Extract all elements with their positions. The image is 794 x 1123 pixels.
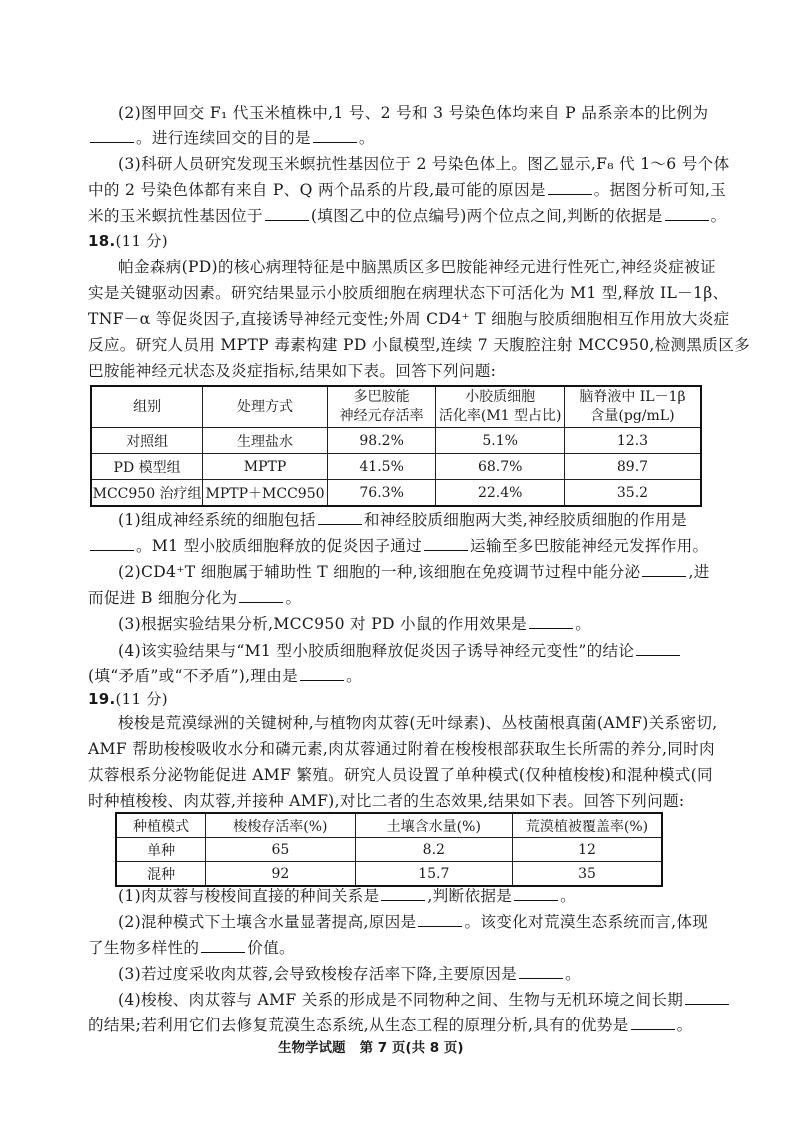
answer-blank[interactable] bbox=[300, 666, 344, 681]
q18-intro-line: TNF－α 等促炎因子,直接诱导神经元变性;外周 CD4⁺ T 细胞与胶质细胞相互作用放大炎症 bbox=[88, 310, 730, 328]
table-cell: 92 bbox=[206, 862, 355, 887]
table-header-row bbox=[116, 813, 662, 838]
table-header-cell: 组别 bbox=[91, 386, 203, 428]
text: (4)该实验结果与“M1 型小胶质细胞释放促炎因子诱导神经元变性”的结论 bbox=[118, 642, 635, 660]
text: (1)组成神经系统的细胞包括 bbox=[118, 511, 316, 529]
table-cell: 35.2 bbox=[564, 480, 701, 507]
text: 中的 2 号染色体都有来自 P、Q 两个品系的片段,最可能的原因是 bbox=[88, 181, 546, 199]
text: 。 bbox=[346, 667, 362, 685]
page-footer bbox=[278, 1036, 464, 1056]
text: 。 bbox=[710, 207, 727, 225]
answer-blank[interactable] bbox=[519, 964, 563, 979]
q19-sub2-line1 bbox=[118, 912, 709, 932]
answer-blank[interactable] bbox=[685, 990, 729, 1005]
q19-sub2-line2 bbox=[88, 938, 694, 958]
table-row bbox=[91, 428, 701, 454]
text: 。据图分析可知,玉 bbox=[593, 181, 727, 199]
text: (3)根据实验结果分析,MCC950 对 PD 小鼠的作用效果是 bbox=[118, 615, 528, 633]
answer-blank[interactable] bbox=[239, 588, 283, 603]
answer-blank[interactable] bbox=[424, 536, 468, 551]
table-cell: 生理盐水 bbox=[203, 428, 328, 454]
table-header-cell: 处理方式 bbox=[203, 386, 328, 428]
q19-sub3 bbox=[118, 964, 694, 984]
text: 。该变化对荒漠生态系统而言,体现 bbox=[464, 913, 709, 931]
q19-intro-line: 苁蓉根系分泌物能促进 AMF 繁殖。研究人员设置了单种模式(仅种植梭梭)和混种模式(同 bbox=[88, 766, 713, 784]
table-cell: 22.4% bbox=[436, 480, 565, 507]
table-row bbox=[91, 454, 701, 480]
table-cell: MPTP＋MCC950 bbox=[203, 480, 328, 507]
q17-part2-line1 bbox=[118, 103, 709, 123]
table-cell: 89.7 bbox=[564, 454, 701, 480]
answer-blank[interactable] bbox=[642, 562, 686, 577]
table-header-row bbox=[91, 386, 701, 428]
q17-part3-line2 bbox=[88, 180, 727, 200]
table-header-cell: 多巴胺能 神经元存活率 bbox=[327, 386, 436, 428]
answer-blank[interactable] bbox=[313, 128, 357, 143]
q19-intro-line: AMF 帮助梭梭吸收水分和磷元素,肉苁蓉通过附着在梭梭根部获取生长所需的养分,同时肉 bbox=[88, 740, 715, 758]
q18-sub4-line2 bbox=[88, 666, 694, 686]
q19-results-table bbox=[115, 812, 663, 887]
text: (1)肉苁蓉与梭梭间直接的种间关系是 bbox=[118, 887, 380, 905]
text: 运输至多巴胺能神经元发挥作用。 bbox=[470, 537, 709, 555]
table-cell: 12.3 bbox=[564, 428, 701, 454]
q18-sub1-line1 bbox=[118, 510, 694, 530]
table-header-cell: 种植模式 bbox=[116, 813, 206, 838]
table-header-cell: 荒漠植被覆盖率(%) bbox=[513, 813, 662, 838]
table-cell: 76.3% bbox=[327, 480, 436, 507]
text: 了生物多样性的 bbox=[88, 939, 200, 957]
answer-blank[interactable] bbox=[381, 886, 425, 901]
table-row bbox=[116, 838, 662, 862]
text: 的结果;若利用它们去修复荒漠生态系统,从生态工程的原理分析,具有的优势是 bbox=[88, 1016, 629, 1034]
q18-intro-line: 帕金森病(PD)的核心病理特征是中脑黑质区多巴胺能神经元进行性死亡,神经炎症被证 bbox=[118, 258, 716, 276]
footer-subject: 生物学试题 bbox=[278, 1040, 346, 1056]
text: 。 bbox=[676, 1016, 693, 1034]
text: 。 bbox=[285, 589, 302, 607]
q18-sub2-line2 bbox=[88, 588, 694, 608]
answer-blank[interactable] bbox=[265, 206, 309, 221]
answer-blank[interactable] bbox=[201, 938, 245, 953]
answer-blank[interactable] bbox=[529, 614, 573, 629]
answer-blank[interactable] bbox=[514, 886, 558, 901]
table-header-cell: 脑脊液中 IL－1β 含量(pg/mL) bbox=[564, 386, 701, 428]
table-cell: 41.5% bbox=[327, 454, 436, 480]
table-cell: 8.2 bbox=[355, 838, 512, 862]
q19-intro-line: 时种植梭梭、肉苁蓉,并接种 AMF),对比二者的生态效果,结果如下表。回答下列问题: bbox=[88, 792, 685, 810]
answer-blank[interactable] bbox=[665, 206, 709, 221]
table-cell: 35 bbox=[513, 862, 662, 887]
table-header-cell: 梭梭存活率(%) bbox=[206, 813, 355, 838]
text: 。 bbox=[358, 129, 375, 147]
text: 。 bbox=[560, 887, 577, 905]
text: 米的玉米螟抗性基因位于 bbox=[88, 207, 263, 225]
q18-heading bbox=[88, 231, 694, 251]
table-row bbox=[116, 862, 662, 887]
table-cell: MPTP bbox=[203, 454, 328, 480]
text: (2)CD4⁺T 细胞属于辅助性 T 细胞的一种,该细胞在免疫调节过程中能分泌 bbox=[118, 563, 641, 581]
text: 。 bbox=[565, 965, 581, 983]
answer-blank[interactable] bbox=[418, 912, 462, 927]
table-cell: 对照组 bbox=[91, 428, 203, 454]
table-cell: 65 bbox=[206, 838, 355, 862]
table-cell: 12 bbox=[513, 838, 662, 862]
text: (3)若过度采收肉苁蓉,会导致梭梭存活率下降,主要原因是 bbox=[118, 965, 518, 983]
answer-blank[interactable] bbox=[631, 1015, 675, 1030]
text: ,判断依据是 bbox=[427, 887, 513, 905]
q18-sub4-line1 bbox=[118, 641, 694, 661]
question-number: 18. bbox=[88, 232, 116, 250]
table-cell: 68.7% bbox=[436, 454, 565, 480]
question-points: (11 分) bbox=[115, 690, 168, 708]
q18-intro-line: 巴胺能神经元状态及炎症指标,结果如下表。回答下列问题: bbox=[88, 362, 497, 380]
q19-intro-line: 梭梭是荒漠绿洲的关键树种,与植物肉苁蓉(无叶绿素)、丛枝菌根真菌(AMF)关系密切, bbox=[118, 714, 718, 732]
table-cell: 5.1% bbox=[436, 428, 565, 454]
table-cell: 单种 bbox=[116, 838, 206, 862]
text: (4)梭梭、肉苁蓉与 AMF 关系的形成是不同物种之间、生物与无机环境之间长期 bbox=[118, 991, 684, 1009]
q17-part3-line3 bbox=[88, 206, 727, 226]
q18-sub2-line1 bbox=[118, 562, 710, 582]
q17-part3-line1 bbox=[118, 154, 730, 174]
table-cell: MCC950 治疗组 bbox=[91, 480, 203, 507]
q17-part2-line2 bbox=[88, 128, 694, 148]
question-points: (11 分) bbox=[115, 232, 168, 250]
text: 价值。 bbox=[247, 939, 295, 957]
q19-heading bbox=[88, 689, 694, 709]
q19-sub4-line2 bbox=[88, 1015, 694, 1035]
table-cell: 98.2% bbox=[327, 428, 436, 454]
table-header-cell: 土壤含水量(%) bbox=[355, 813, 512, 838]
question-number: 19. bbox=[88, 690, 116, 708]
footer-page-number: 第 7 页(共 8 页) bbox=[359, 1040, 464, 1056]
q18-sub3 bbox=[118, 614, 694, 634]
answer-blank[interactable] bbox=[90, 536, 134, 551]
q19-sub1 bbox=[118, 886, 694, 906]
q18-sub1-line2 bbox=[88, 536, 709, 556]
q19-sub4-line1 bbox=[118, 990, 694, 1010]
text: (2)图甲回交 F₁ 代玉米植株中,1 号、2 号和 3 号染色体均来自 P 品系亲本的比例为 bbox=[118, 104, 709, 122]
text: 而促进 B 细胞分化为 bbox=[88, 589, 238, 607]
text: (2)混种模式下土壤含水量显著提高,原因是 bbox=[118, 913, 417, 931]
table-cell: 混种 bbox=[116, 862, 206, 887]
table-header-cell: 小胶质细胞 活化率(M1 型占比) bbox=[436, 386, 565, 428]
text: ,进 bbox=[688, 563, 710, 581]
text: 和神经胶质细胞两大类,神经胶质细胞的作用是 bbox=[363, 511, 687, 529]
text: (填图乙中的位点编号)两个位点之间,判断的依据是 bbox=[310, 207, 663, 225]
text: 。进行连续回交的目的是 bbox=[136, 129, 311, 147]
q18-intro-line: 反应。研究人员用 MPTP 毒素构建 PD 小鼠模型,连续 7 天腹腔注射 MCC950,检测黑质区多 bbox=[88, 336, 750, 354]
text: 。 bbox=[575, 615, 592, 633]
table-cell: PD 模型组 bbox=[91, 454, 203, 480]
table-cell: 15.7 bbox=[355, 862, 512, 887]
text: (填“矛盾”或“不矛盾”),理由是 bbox=[88, 667, 299, 685]
q18-intro-line: 实是关键驱动因素。研究结果显示小胶质细胞在病理状态下可活化为 M1 型,释放 IL－1β、 bbox=[88, 284, 729, 302]
answer-blank[interactable] bbox=[548, 180, 592, 195]
text: (3)科研人员研究发现玉米螟抗性基因位于 2 号染色体上。图乙显示,F₈ 代 1～6 号个体 bbox=[118, 155, 730, 173]
answer-blank[interactable] bbox=[318, 510, 362, 525]
answer-blank[interactable] bbox=[90, 128, 134, 143]
answer-blank[interactable] bbox=[636, 641, 680, 656]
table-row bbox=[91, 480, 701, 507]
text: 。M1 型小胶质细胞释放的促炎因子通过 bbox=[136, 537, 423, 555]
q18-results-table bbox=[90, 385, 702, 507]
